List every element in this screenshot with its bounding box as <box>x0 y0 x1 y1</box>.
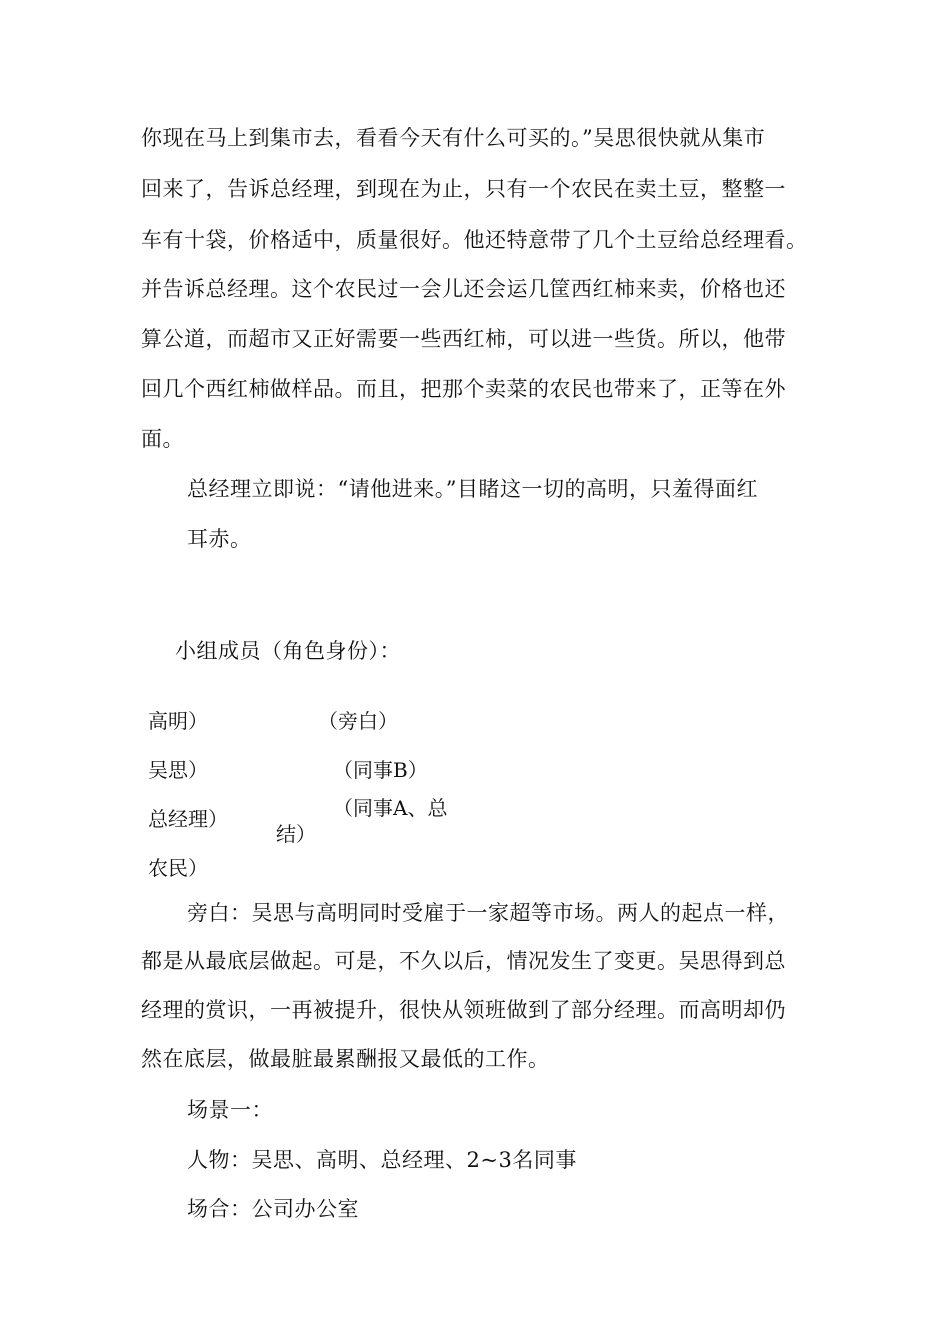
member-role: （同事B） <box>333 758 428 782</box>
member-role: （旁白） <box>318 709 398 733</box>
story-line-4: 并告诉总经理。这个农民过一会儿还会运几筐西红柿来卖，价格也还 <box>141 277 786 301</box>
reply-line-1: 总经理立即说：“请他进来。”目睹这一切的高明，只羞得面红 <box>187 477 758 501</box>
member-name: 吴思） <box>148 758 208 782</box>
reply-line-2: 耳赤。 <box>187 527 252 551</box>
group-heading: 小组成员（角色身份）： <box>175 639 401 663</box>
story-line-6: 回几个西红柿做样品。而且，把那个卖菜的农民也带来了，正等在外 <box>141 377 786 401</box>
story-line-3: 车有十袋，价格适中，质量很好。他还特意带了几个土豆给总经理看。 <box>141 228 808 252</box>
story-line-1: 你现在马上到集市去，看看今天有什么可买的。”吴思很快就从集市 <box>141 126 766 150</box>
scene-title: 场景一： <box>187 1098 273 1122</box>
member-role-part-2: 结） <box>276 822 316 846</box>
story-line-7: 面。 <box>141 427 184 451</box>
member-role-part-1: （同事A、总 <box>333 796 448 820</box>
narration-line-3: 经理的赏识，一再被提升，很快从领班做到了部分经理。而高明却仍 <box>141 998 786 1022</box>
scene-location: 场合：公司办公室 <box>187 1197 359 1221</box>
story-line-5: 算公道，而超市又正好需要一些西红柿，可以进一些货。所以，他带 <box>141 327 786 351</box>
scene-characters: 人物：吴思、高明、总经理、2~3名同事 <box>187 1148 577 1172</box>
narration-line-2: 都是从最底层做起。可是，不久以后，情况发生了变更。吴思得到总 <box>141 949 786 973</box>
member-name: 高明） <box>148 709 208 733</box>
narration-line-4: 然在底层，做最脏最累酬报又最低的工作。 <box>141 1047 550 1071</box>
narration-line-1: 旁白：吴思与高明同时受雇于一家超等市场。两人的起点一样， <box>187 901 789 925</box>
story-line-2: 回来了，告诉总经理，到现在为止，只有一个农民在卖土豆，整整一 <box>141 177 786 201</box>
member-name: 农民） <box>148 856 208 880</box>
member-name: 总经理） <box>148 807 228 831</box>
